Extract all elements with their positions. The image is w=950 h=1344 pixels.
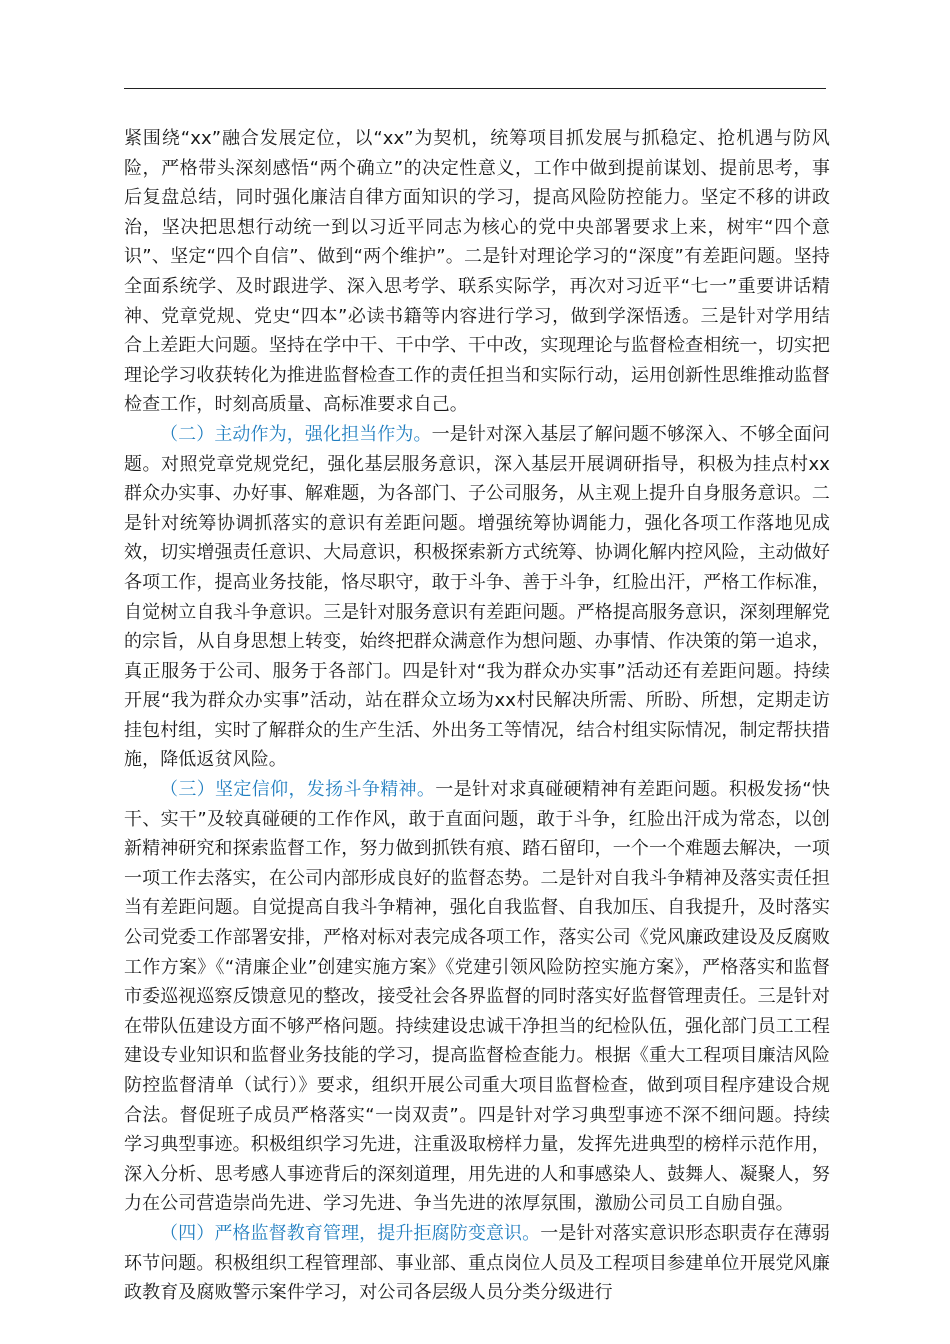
paragraph-3-text: 一是针对求真碰硬精神有差距问题。积极发扬“快干、实干”及较真碰硬的工作作风，敢于直面问题，敢于斗争，红脸出汗成为常态，以创新精神研究和探索监督工作，努力做到抓铁有痕、踏石留印，一个一个难题去解决，一项一项工作去落实，在公司内部形成良好的监督态势。二是针对自我斗争精神及落实责任担当有差距问题。自觉提高自我斗争精神，强化自我监督、自我加压、自我提升，及时落实公司党委工作部署安排，严格对标对表完成各项工作，落实公司《党风廉政建设及反腐败工作方案》《“清廉企业”创建实施方案》《党建引领风险防控实施方案》，严格落实和监督市委巡视巡察反馈意见的整改，接受社会各界监督的同时落实好监督管理责任。三是针对在带队伍建设方面不够严格问题。持续建设忠诚干净担当的纪检队伍，强化部门员工工程建设专业知识和监督业务技能的学习，提高监督检查能力。根据《重大工程项目廉洁风险防控监督清单（试行）》要求，组织开展公司重大项目监督检查，做到项目程序建设合规合法。督促班子成员严格落实“一岗双责”。四是针对学习典型事迹不深不细问题。持续学习典型事迹。积极组织学习先进，注重汲取榜样力量，发挥先进典型的榜样示范作用，深入分析、思考感人事迹背后的深刻道理，用先进的人和事感染人、鼓舞人、凝聚人，努力在公司营造崇尚先进、学习先进、争当先进的浓厚氛围，激励公司员工自励自强。 bbox=[124, 779, 831, 1215]
paragraph-3 bbox=[124, 775, 830, 1219]
section-heading-4: （四）严格监督教育管理，提升拒腐防变意识。 bbox=[160, 1222, 541, 1244]
paragraph-1 bbox=[124, 124, 830, 420]
header-rule bbox=[124, 88, 826, 89]
paragraph-4-text: 一是针对落实意识形态职责存在薄弱环节问题。积极组织工程管理部、事业部、重点岗位人员及工程项目参建单位开展党风廉政教育及腐败警示案件学习，对公司各层级人员分类分级进行 bbox=[124, 1222, 830, 1304]
document-body bbox=[124, 124, 830, 1308]
section-heading-3: （三）坚定信仰，发扬斗争精神。 bbox=[160, 779, 436, 801]
paragraph-4 bbox=[124, 1219, 830, 1308]
paragraph-2-text: 一是针对深入基层了解问题不够深入、不够全面问题。对照党章党规党纪，强化基层服务意识，深入基层开展调研指导，积极为挂点村xx群众办实事、办好事、解难题，为各部门、子公司服务，从主观上提升自身服务意识。二是针对统筹协调抓落实的意识有差距问题。增强统筹协调能力，强化各项工作落地见成效，切实增强责任意识、大局意识，积极探索新方式统筹、协调化解内控风险，主动做好各项工作，提高业务技能，恪尽职守，敢于斗争、善于斗争，红脸出汗，严格工作标准，自觉树立自我斗争意识。三是针对服务意识有差距问题。严格提高服务意识，深刻理解党的宗旨，从自身思想上转变，始终把群众满意作为想问题、办事情、作决策的第一追求，真正服务于公司、服务于各部门。四是针对“我为群众办实事”活动还有差距问题。持续开展“我为群众办实事”活动，站在群众立场为xx村民解决所需、所盼、所想，定期走访挂包村组，实时了解群众的生产生活、外出务工等情况，结合村组实际情况，制定帮扶措施，降低返贫风险。 bbox=[124, 423, 830, 771]
section-heading-2: （二）主动作为，强化担当作为。 bbox=[160, 423, 432, 445]
paragraph-2 bbox=[124, 420, 830, 775]
paragraph-1-text: 紧围绕“xx”融合发展定位，以“xx”为契机，统筹项目抓发展与抓稳定、抢机遇与防风险，严格带头深刻感悟“两个确立”的决定性意义，工作中做到提前谋划、提前思考，事后复盘总结，同时强化廉洁自律方面知识的学习，提高风险防控能力。坚定不移的讲政治，坚决把思想行动统一到以习近平同志为核心的党中央部署要求上来，树牢“四个意识”、坚定“四个自信”、做到“两个维护”。二是针对理论学习的“深度”有差距问题。坚持全面系统学、及时跟进学、深入思考学、联系实际学，再次对习近平“七一”重要讲话精神、党章党规、党史“四本”必读书籍等内容进行学习，做到学深悟透。三是针对学用结合上差距大问题。坚持在学中干、干中学、干中改，实现理论与监督检查相统一，切实把理论学习收获转化为推进监督检查工作的责任担当和实际行动，运用创新性思维推动监督检查工作，时刻高质量、高标准要求自己。 bbox=[124, 128, 830, 416]
